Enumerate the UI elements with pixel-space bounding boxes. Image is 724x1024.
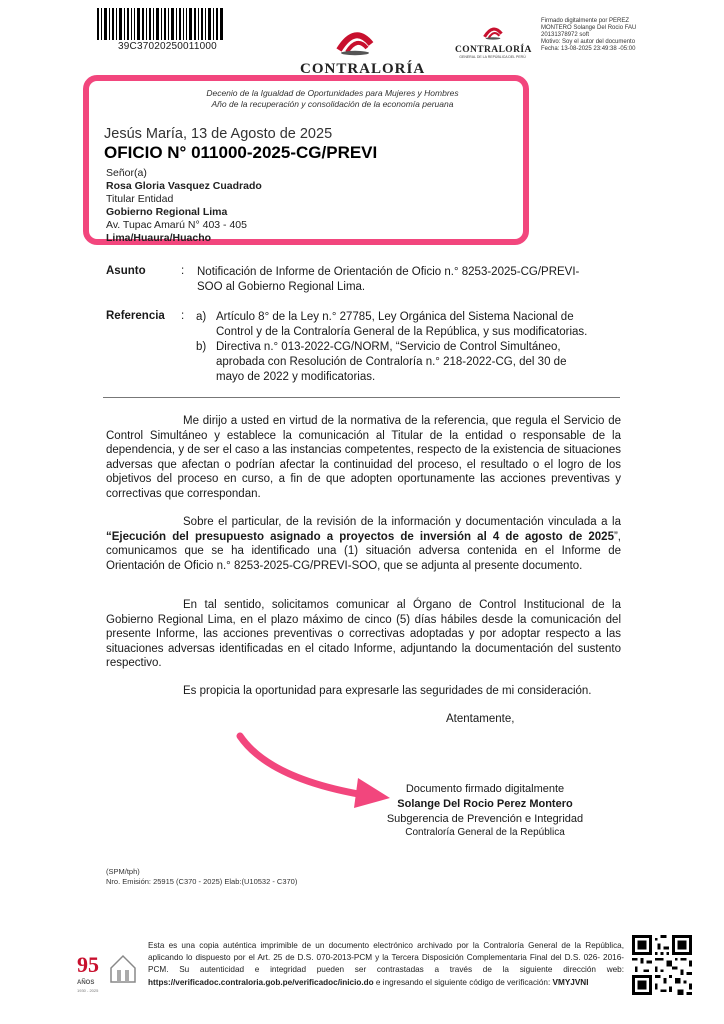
badge-years: 1930 - 2025 — [77, 988, 99, 993]
badge-word: AÑOS — [77, 980, 95, 986]
sig-meta-line: Motivo: Soy el autor del documento — [541, 39, 636, 45]
sig-meta-line: MONTERO Solange Del Rocio FAU — [541, 25, 637, 31]
signature-role: Subgerencia de Prevención e Integridad — [386, 813, 584, 825]
decenio-heading — [150, 88, 515, 110]
asunto-line: Notificación de Informe de Orientación de Oficio n.° 8253-2025-CG/PREVI- — [197, 266, 580, 278]
barcode — [97, 8, 223, 40]
sig-meta-line: Firmado digitalmente por PEREZ — [541, 18, 630, 24]
p2-bold: “Ejecución del presupuesto asignado a proyectos de inversión al 4 de agosto de 2025 — [106, 530, 614, 543]
footer-text-a: Esta es una copia auténtica imprimible de un documento electrónico archivado por la Contraloría General de la República, aplicando lo dispuesto por el Art. 25 de D.S. 070-2013-PCM y la Tercera Disposición Complementaria Final del D.S. 026- 2016-PCM. Su autenticidad e integridad pueden ser contrastadas a través de la siguiente dirección web: — [148, 941, 624, 975]
addressee-entity: Gobierno Regional Lima — [106, 206, 228, 218]
footer-text-b: e ingresando el siguiente código de verificación: — [373, 977, 553, 987]
addressee-city: Lima/Huaura/Huacho — [106, 232, 212, 244]
divider — [103, 397, 620, 398]
emission-number: Nro. Emisión: 25915 (C370 - 2025) Elab:(U10532 - C370) — [106, 877, 298, 886]
referencia-colon: : — [181, 310, 185, 322]
body-paragraph-3: En tal sentido, solicitamos comunicar al Órgano de Control Institucional de la Gobierno Regional Lima, en el plazo máximo de cinco (5) días hábiles desde la comunicación del presente Informe, las acciones preventivas o correctivas adoptadas y por adoptar respecto a las situaciones adversas identificadas en el citado Informe, adjuntando la documentación del sustento respectivo. — [106, 599, 621, 669]
contraloria-emblem-icon — [333, 22, 377, 56]
body-paragraph-2 — [106, 515, 621, 573]
addressee-title: Titular Entidad — [106, 193, 174, 205]
reference-codes — [106, 867, 297, 887]
salutation: Señor(a) — [106, 167, 147, 179]
body-paragraph-4: Es propicia la oportunidad para expresarle las seguridades de mi consideración. — [183, 685, 592, 697]
referencia-marker-b: b) — [196, 341, 207, 353]
signature-org: Contraloría General de la República — [405, 827, 565, 838]
addressee-name: Rosa Gloria Vasquez Cuadrado — [106, 180, 262, 192]
oficio-number: OFICIO N° 011000-2025-CG/PREVI — [104, 143, 378, 162]
p2-text-a: Sobre el particular, de la revisión de la información y documentación vinculada a la — [183, 516, 621, 528]
qr-code-icon — [632, 935, 692, 995]
date-line: Jesús María, 13 de Agosto de 2025 — [104, 126, 333, 142]
decenio-line: Decenio de la Igualdad de Oportunidades para Mujeres y Hombres — [206, 88, 459, 98]
referencia-line: Directiva n.° 013-2022-CG/NORM, “Servicio de Control Simultáneo, — [216, 341, 561, 353]
verification-code: VMYJVNI — [552, 977, 589, 987]
barcode-code: 39C37020250011000 — [118, 41, 217, 52]
digital-signature-meta — [541, 18, 711, 53]
logo-small-subtitle: GENERAL DE LA REPÚBLICA DEL PERÚ — [459, 55, 526, 59]
referencia-label: Referencia — [106, 310, 165, 322]
asunto-label: Asunto — [106, 265, 146, 277]
sig-meta-line: 20131378972 soft — [541, 32, 590, 38]
addressee-block — [106, 167, 262, 245]
building-icon — [107, 952, 139, 984]
referencia-line: Control y de la Contraloría General de la República, y sus modificatorias. — [216, 326, 588, 338]
referencia-line: Artículo 8° de la Ley n.° 27785, Ley Orgánica del Sistema Nacional de — [216, 311, 574, 323]
referencia-item-b — [216, 340, 626, 385]
referencia-line: mayo de 2022 y modificatorias. — [216, 371, 376, 383]
decenio-line: Año de la recuperación y consolidación de la economía peruana — [211, 99, 454, 109]
referencia-line: aprobada con Resolución de Contraloría n.° 218-2022-CG, del 30 de — [216, 356, 567, 368]
asunto-text — [197, 265, 627, 295]
sig-meta-line: Fecha: 13-08-2025 23:49:38 -05:00 — [541, 46, 636, 52]
asunto-colon: : — [181, 265, 185, 277]
addressee-address: Av. Tupac Amarú N° 403 - 405 — [106, 219, 247, 231]
body-paragraph-1: Me dirijo a usted en virtud de la normativa de la referencia, que regula el Servicio de Control Simultáneo y establece la comunicación al Titular de la entidad o responsable de la dependencia, y de ser el caso a las instancias competentes, respecto de la existencia de situaciones adversas que afectan o podrían afectar la continuidad del proceso, el resultado o el logro de los objetivos del proceso en curso, a fin de que adopten oportunamente las acciones preventivas y correctivas que correspondan. — [106, 415, 621, 500]
signature-digital: Documento firmado digitalmente — [405, 783, 565, 795]
contraloria-logo — [300, 22, 426, 78]
anniversary-badge — [77, 950, 139, 998]
p2-text-b: ”, comunicamos que se ha identificado una (1) situación adversa contenida en el Informe de Orientación de Oficio n.° 8253-2025-CG/PREVI-SOO, que se adjunta al presente documento. — [106, 530, 621, 572]
contraloria-logo-small — [455, 22, 530, 59]
signature-name: Solange Del Rocio Perez Montero — [397, 798, 573, 810]
logo-wordmark: CONTRALORÍA — [300, 61, 426, 77]
contraloria-emblem-small-icon — [481, 22, 505, 40]
referencia-item-a — [216, 310, 626, 340]
verification-url[interactable]: https://verificadoc.contraloria.gob.pe/verificadoc/inicio.do — [148, 977, 374, 987]
badge-number: 95 — [77, 952, 99, 977]
logo-small-wordmark: CONTRALORÍA — [455, 45, 532, 55]
asunto-line: SOO al Gobierno Regional Lima. — [197, 281, 366, 293]
referencia-marker-a: a) — [196, 311, 207, 323]
footer-authenticity-text — [148, 940, 624, 989]
closing: Atentamente, — [446, 713, 515, 725]
initials: (SPM/tph) — [106, 867, 140, 876]
